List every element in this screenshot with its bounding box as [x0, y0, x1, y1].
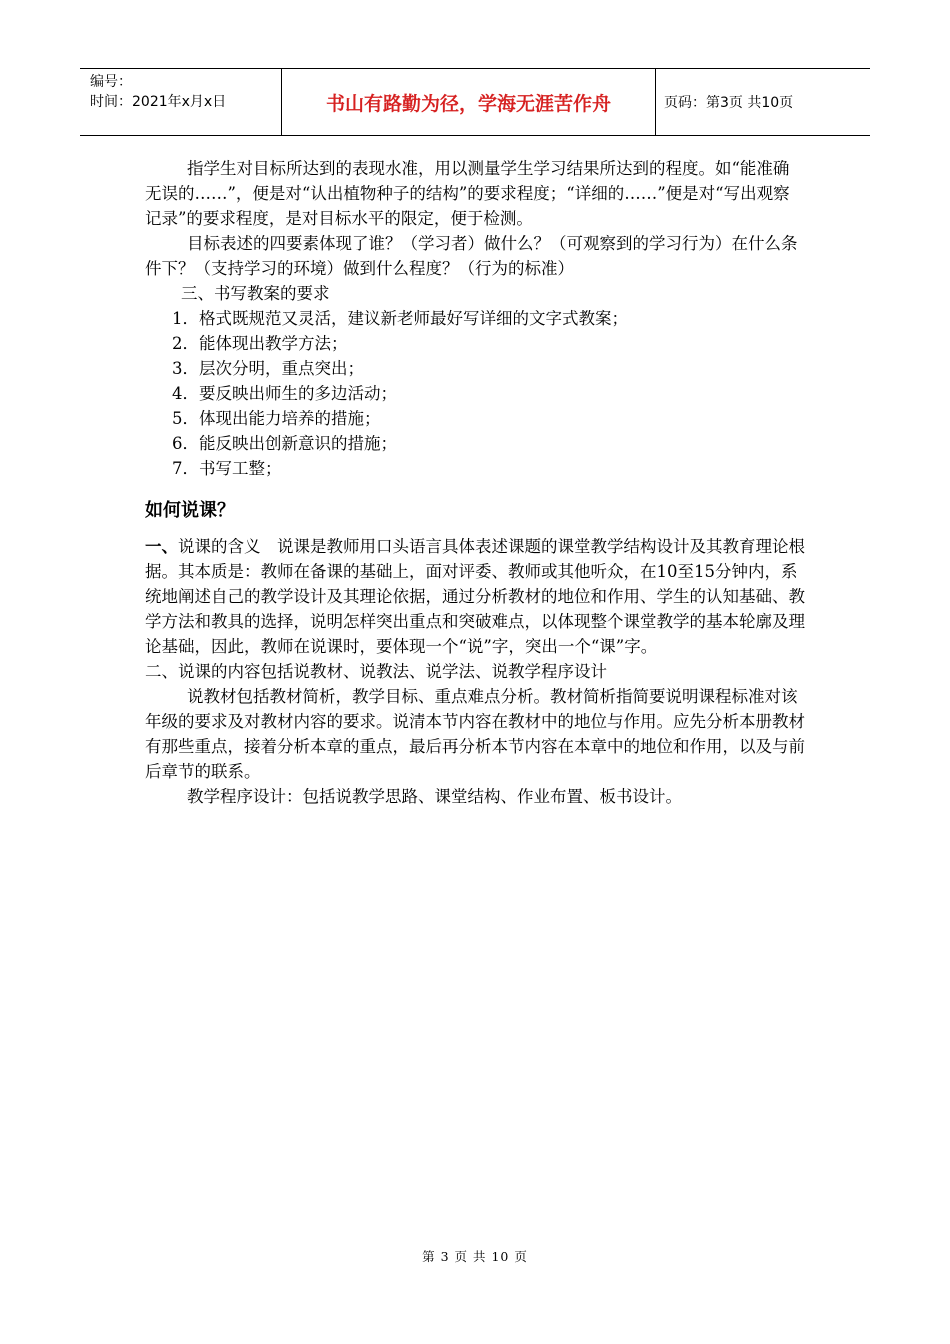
section-title: 如何说课？	[145, 500, 235, 521]
number-label: 编号：	[90, 74, 132, 90]
paragraph-program-design: 教学程序设计：包括说教学思路、课堂结构、作业布置、板书设计。	[187, 787, 682, 806]
list-item: 3．层次分明，重点突出；	[172, 359, 364, 378]
list-item: 7．书写工整；	[172, 459, 282, 478]
page-header	[80, 68, 870, 136]
list-item: 2．能体现出教学方法；	[172, 334, 348, 353]
paragraph-lecture-meaning	[145, 534, 805, 659]
paragraph-four-elements: 目标表述的四要素体现了谁？（学习者）做什么？（可观察到的学习行为）在什么条件下？（支持学习的环境）做到什么程度？（行为的标准）	[145, 234, 798, 278]
section-number: 一、	[145, 537, 178, 556]
heading-lecture-content: 二、说课的内容包括说教材、说教法、说学法、说教学程序设计	[145, 662, 607, 681]
header-motto: 书山有路勤为径，学海无涯苦作舟	[282, 69, 656, 135]
page-footer: 第 3 页 共 10 页	[422, 1249, 528, 1264]
header-meta	[80, 69, 282, 135]
list-item: 1．格式既规范又灵活，建议新老师最好写详细的文字式教案；	[172, 309, 628, 328]
paragraph-level-definition: 指学生对目标所达到的表现水准，用以测量学生学习结果所达到的程度。如“能准确无误的……”，便是对“认出植物种子的结构”的要求程度；“详细的……”便是对“写出观察记录”的要求程度，是对目标水平的限定，便于检测。	[145, 159, 790, 228]
list-item: 6．能反映出创新意识的措施；	[172, 434, 397, 453]
header-page-info: 页码：第3页 共10页	[664, 95, 794, 111]
paragraph-text: 说课的含义 说课是教师用口头语言具体表述课题的课堂教学结构设计及其教育理论根据。其本质是：教师在备课的基础上，面对评委、教师或其他听众，在10至15分钟内，系统地阐述自己的教学设计及其理论依据，通过分析教材的地位和作用、学生的认知基础、教学方法和教具的选择，说明怎样突出重点和突破难点，以体现整个课堂教学的基本轮廓及理论基础，因此，教师在说课时，要体现一个“说”字，突出一个“课”字。	[145, 537, 805, 656]
time-label: 时间：2021年x月x日	[90, 94, 227, 110]
heading-lesson-plan-requirements: 三、书写教案的要求	[181, 284, 330, 303]
paragraph-textbook: 说教材包括教材简析，教学目标、重点难点分析。教材简析指简要说明课程标准对该年级的要求及对教材内容的要求。说清本节内容在教材中的地位与作用。应先分析本册教材有那些重点，接着分析本章的重点，最后再分析本节内容在本章中的地位和作用，以及与前后章节的联系。	[145, 687, 805, 781]
list-item: 5．体现出能力培养的措施；	[172, 409, 381, 428]
document-body	[145, 156, 805, 809]
list-item: 4．要反映出师生的多边活动；	[172, 384, 397, 403]
